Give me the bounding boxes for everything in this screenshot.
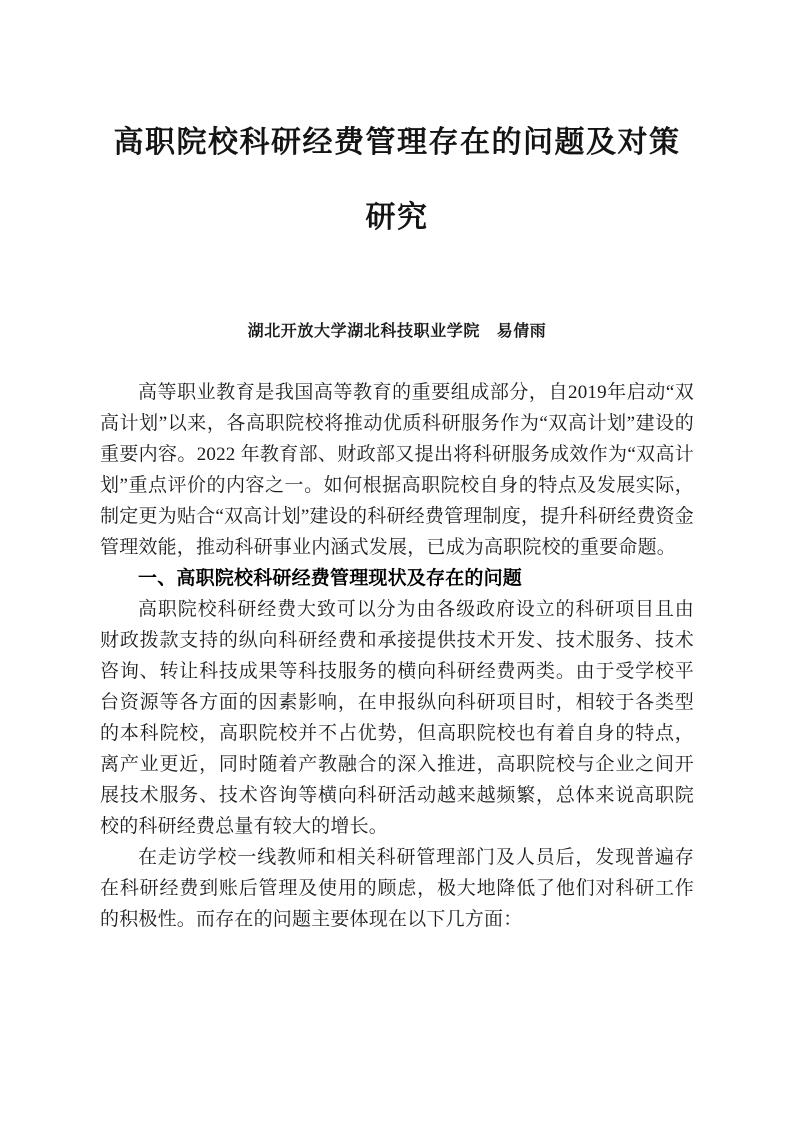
page-title-line-2: 研究 bbox=[365, 201, 429, 234]
author-affiliation-line: 湖北开放大学湖北科技职业学院 易倩雨 bbox=[247, 323, 547, 340]
body-paragraph-3: 在走访学校一线教师和相关科研管理部门及人员后，发现普遍存在科研经费到账后管理及使用的顾虑，极大地降低了他们对科研工作的积极性。而存在的问题主要体现在以下几方面： bbox=[100, 847, 694, 930]
section-heading-1: 一、高职院校科研经费管理现状及存在的问题 bbox=[138, 568, 523, 589]
page-content-column bbox=[100, 0, 694, 935]
body-paragraph-2: 高职院校科研经费大致可以分为由各级政府设立的科研项目且由财政拨款支持的纵向科研经费和承接提供技术开发、技术服务、技术咨询、转让科技成果等科技服务的横向科研经费两类。由于受学校平台资源等各方面的因素影响，在申报纵向科研项目时，相较于各类型的本科院校，高职院校并不占优势，但高职院校也有着自身的特点，离产业更近，同时随着产教融合的深入推进，高职院校与企业之间开展技术服务、技术咨询等横向科研活动越来越频繁，总体来说高职院校的科研经费总量有较大的增长。 bbox=[100, 599, 694, 837]
page-title bbox=[100, 0, 694, 255]
page-title-line-1: 高职院校科研经费管理存在的问题及对策 bbox=[113, 126, 681, 159]
body-paragraph-1: 高等职业教育是我国高等教育的重要组成部分，自2019年启动“双高计划”以来，各高职院校将推动优质科研服务作为“双高计划”建设的重要内容。2022 年教育部、财政部又提出将科研服务成效作为“双高计划”重点评价的内容之一。如何根据高职院校自身的特点及发展实际，制定更为贴合“双高计划”建设的科研经费管理制度，提升科研经费资金管理效能，推动科研事业内涵式发展，已成为高职院校的重要命题。 bbox=[100, 382, 694, 558]
